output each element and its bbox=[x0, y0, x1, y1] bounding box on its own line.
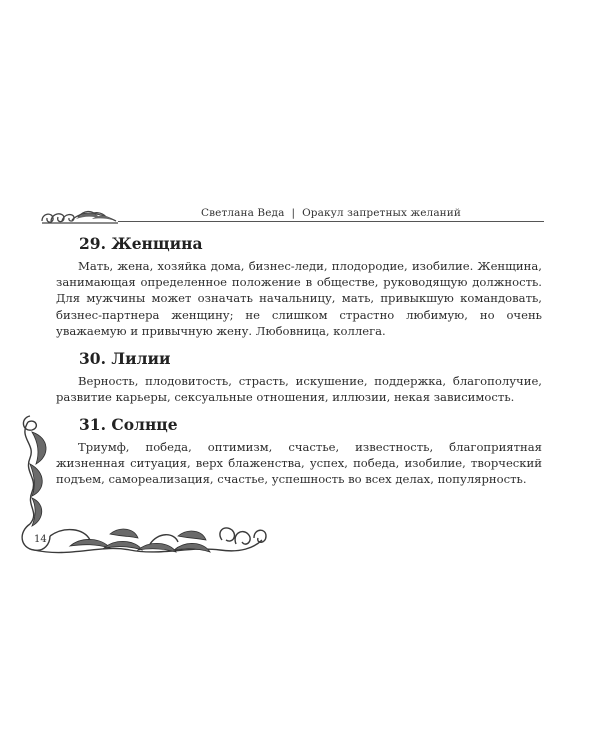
running-head-book-title: Оракул запретных желаний bbox=[302, 207, 461, 219]
section-text-31: Триумф, победа, оптимизм, счастье, известность, благоприятная жизненная ситуация, верх блаженства, успех, победа, изобилие, творческий подъем, самореализация, счастье, успешность во всех делах, популярность. bbox=[56, 440, 542, 487]
corner-vine-ornament-icon bbox=[10, 408, 272, 568]
running-head-author: Светлана Веда bbox=[201, 207, 285, 219]
header-rule bbox=[118, 221, 544, 222]
section-title-29: 29. Женщина bbox=[79, 234, 203, 253]
running-head bbox=[118, 207, 544, 219]
page-number: 14 bbox=[34, 534, 47, 545]
section-title-31: 31. Солнце bbox=[79, 415, 178, 434]
running-head-separator: | bbox=[291, 207, 296, 219]
section-text-30: Верность, плодовитость, страсть, искушение, поддержка, благополучие, развитие карьеры, сексуальные отношения, иллюзии, некая зависимость. bbox=[56, 374, 542, 405]
header-flourish-icon bbox=[38, 204, 120, 228]
section-text-29: Мать, жена, хозяйка дома, бизнес-леди, плодородие, изобилие. Женщина, занимающая определенное положение в обществе, руководящую должность. Для мужчины может означать начальницу, мать, привыкшую командовать, бизнес-партнера женщину; не слишком страстно любимую, но очень уважаемую и привычную жену. Любовница, коллега. bbox=[56, 259, 542, 338]
section-title-30: 30. Лилии bbox=[79, 349, 171, 368]
